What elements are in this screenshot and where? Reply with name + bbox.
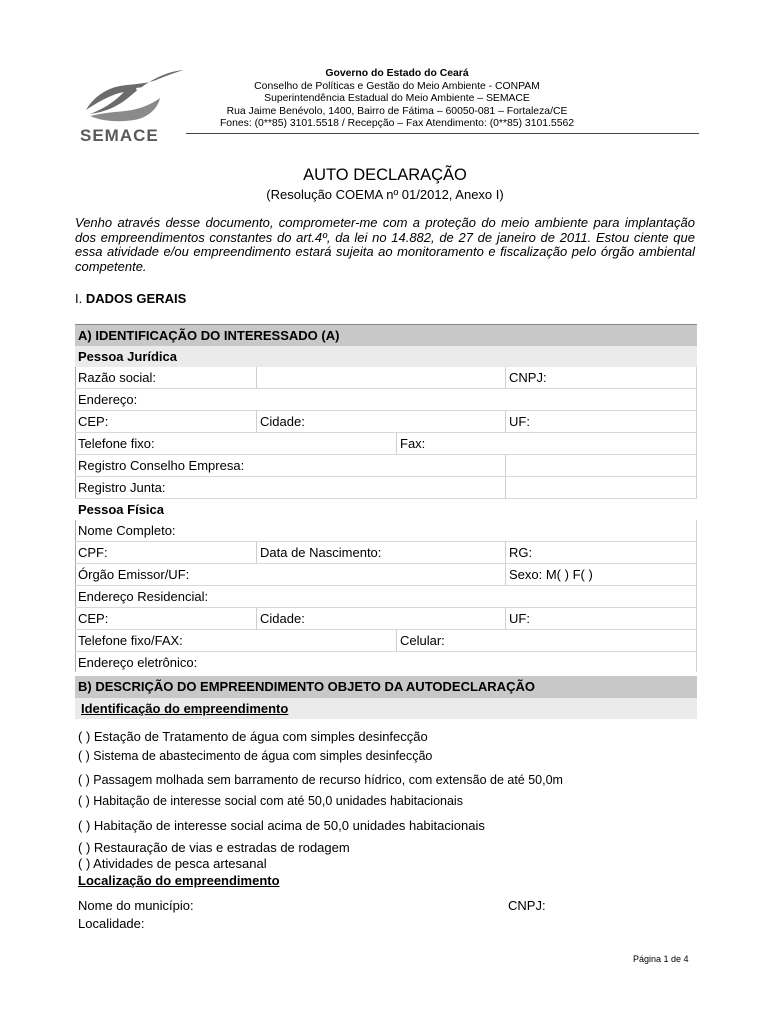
identification-form xyxy=(75,324,697,678)
header-block xyxy=(186,68,608,131)
form-row-registro-conselho xyxy=(75,455,697,477)
option-habitacao-ate-50[interactable]: ( ) Habitação de interesse social com até 50,0 unidades habitacionais xyxy=(78,794,463,808)
pf-subheader xyxy=(75,499,697,520)
identificacao-empreendimento-label: Identificação do empreendimento xyxy=(75,698,697,719)
endereco-residencial-field[interactable]: Endereço Residencial: xyxy=(78,589,209,604)
orgao-emissor-field[interactable]: Órgão Emissor/UF: xyxy=(78,567,190,582)
section-a-title: A) IDENTIFICAÇÃO DO INTERESSADO (A) xyxy=(78,328,340,343)
option-pesca-artesanal[interactable]: ( ) Atividades de pesca artesanal xyxy=(78,856,267,871)
form-row-cpf xyxy=(75,542,697,564)
municipio-field[interactable]: Nome do município: xyxy=(78,898,194,913)
header-government: Governo do Estado do Ceará xyxy=(325,68,469,79)
section-label: DADOS GERAIS xyxy=(85,291,187,306)
intro-paragraph: Venho através desse documento, comprometer-me com a proteção do meio ambiente para implantação dos empreendimentos constantes do art.4º, da lei no 14.882, de 27 de janeiro de 2011. Estou ciente que essa atividade e/ou empreendimento estará sujeita ao monitoramento e fiscalização pelo órgão ambiental competente. xyxy=(75,215,695,274)
form-row-registro-junta xyxy=(75,477,697,499)
header-council: Conselho de Políticas e Gestão do Meio Ambiente - CONPAM xyxy=(254,80,540,92)
form-row-telefax xyxy=(75,630,697,652)
section-number: I. xyxy=(75,291,83,306)
uf2-field[interactable]: UF: xyxy=(505,608,697,629)
option-estacao-tratamento[interactable]: ( ) Estação de Tratamento de água com simples desinfecção xyxy=(78,729,428,744)
form-row-razao xyxy=(75,367,697,389)
header-superintendence: Superintendência Estadual do Meio Ambiente – SEMACE xyxy=(264,93,530,105)
form-row-endereco xyxy=(75,389,697,411)
logo-text: SEMACE xyxy=(80,126,159,145)
fax-field[interactable]: Fax: xyxy=(396,433,697,454)
uf-field[interactable]: UF: xyxy=(505,411,697,432)
razao-social-field[interactable]: Razão social: xyxy=(78,370,157,385)
cpf-field[interactable]: CPF: xyxy=(78,545,108,560)
section-heading-dados-gerais xyxy=(75,291,186,306)
data-nascimento-field[interactable]: Data de Nascimento: xyxy=(256,542,505,563)
header-address: Rua Jaime Benévolo, 1400, Bairro de Fátima – 60050-081 – Fortaleza/CE xyxy=(226,105,568,117)
section-b-title: B) DESCRIÇÃO DO EMPREENDIMENTO OBJETO DA AUTODECLARAÇÃO xyxy=(75,676,697,698)
header-phones: Fones: (0**85) 3101.5518 / Recepção – Fax Atendimento: (0**85) 3101.5562 xyxy=(219,118,575,130)
razao-social-input[interactable] xyxy=(256,367,505,388)
localidade-field[interactable]: Localidade: xyxy=(78,916,145,931)
option-sistema-abastecimento[interactable]: ( ) Sistema de abastecimento de água com simples desinfecção xyxy=(78,749,433,763)
form-row-orgao xyxy=(75,564,697,586)
email-field[interactable]: Endereço eletrônico: xyxy=(78,655,198,670)
localizacao-label: Localização do empreendimento xyxy=(78,873,280,888)
registro-junta-extra[interactable] xyxy=(505,477,697,498)
telefone-fax-field[interactable]: Telefone fixo/FAX: xyxy=(78,633,183,648)
cnpj-b-field[interactable]: CNPJ: xyxy=(508,898,546,913)
form-row-email xyxy=(75,652,697,678)
option-passagem-molhada[interactable]: ( ) Passagem molhada sem barramento de recurso hídrico, com extensão de até 50,0m xyxy=(78,773,563,787)
rg-field[interactable]: RG: xyxy=(505,542,697,563)
document-title: AUTO DECLARAÇÃO xyxy=(303,166,467,184)
form-row-cep2 xyxy=(75,608,697,630)
cep-field[interactable]: CEP: xyxy=(78,414,109,429)
registro-junta-field[interactable]: Registro Junta: xyxy=(78,480,166,495)
cep2-field[interactable]: CEP: xyxy=(78,611,109,626)
cidade-field[interactable]: Cidade: xyxy=(256,411,505,432)
pessoa-juridica-label: Pessoa Jurídica xyxy=(78,349,177,364)
form-row-telefone xyxy=(75,433,697,455)
header-divider xyxy=(186,133,699,134)
registro-conselho-field[interactable]: Registro Conselho Empresa: xyxy=(78,458,245,473)
semace-logo xyxy=(76,66,188,146)
cidade2-field[interactable]: Cidade: xyxy=(256,608,505,629)
pessoa-fisica-label: Pessoa Física xyxy=(78,502,164,517)
telefone-field[interactable]: Telefone fixo: xyxy=(78,436,155,451)
nome-completo-field[interactable]: Nome Completo: xyxy=(78,523,176,538)
form-row-end-res xyxy=(75,586,697,608)
endereco-field[interactable]: Endereço: xyxy=(78,392,138,407)
section-a-header xyxy=(75,324,697,346)
form-row-nome xyxy=(75,520,697,542)
cnpj-field[interactable]: CNPJ: xyxy=(505,367,697,388)
document-subtitle: (Resolução COEMA nº 01/2012, Anexo I) xyxy=(266,187,504,202)
registro-conselho-extra[interactable] xyxy=(505,455,697,476)
page-number: Página 1 de 4 xyxy=(633,954,689,964)
sexo-field[interactable]: Sexo: M( ) F( ) xyxy=(505,564,697,585)
option-habitacao-acima-50[interactable]: ( ) Habitação de interesse social acima de 50,0 unidades habitacionais xyxy=(78,818,485,833)
form-row-cep xyxy=(75,411,697,433)
pj-subheader xyxy=(75,346,697,367)
celular-field[interactable]: Celular: xyxy=(396,630,697,651)
option-restauracao-vias[interactable]: ( ) Restauração de vias e estradas de rodagem xyxy=(78,840,350,855)
